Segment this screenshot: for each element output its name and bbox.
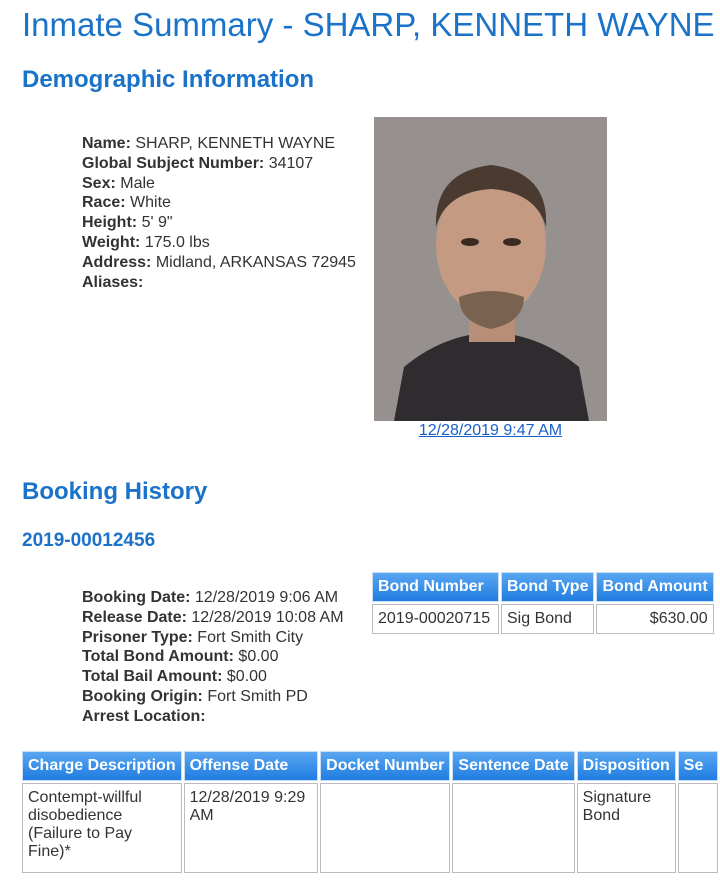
aliases-row: Aliases:	[82, 273, 144, 291]
offense-date-cell: 12/28/2019 9:29 AM	[184, 783, 319, 873]
page-title: Inmate Summary - SHARP, KENNETH WAYNE	[22, 6, 715, 43]
subject-number-row: Global Subject Number: 34107	[82, 154, 314, 172]
column-header-sentence-date: Sentence Date	[452, 751, 574, 781]
column-header-disposition: Disposition	[577, 751, 676, 781]
arrest-location-row: Arrest Location:	[82, 707, 206, 725]
booking-number: 2019-00012456	[22, 530, 156, 551]
person-silhouette-icon	[374, 117, 607, 421]
total-bail-row: Total Bail Amount: $0.00	[82, 668, 267, 686]
name-row: Name: SHARP, KENNETH WAYNE	[82, 135, 336, 152]
bond-type-cell: Sig Bond	[501, 604, 594, 634]
race-row: Race: White	[82, 194, 171, 212]
table-row	[372, 604, 714, 634]
demographic-info	[82, 134, 356, 292]
photo-timestamp-link[interactable]: 12/28/2019 9:47 AM	[418, 422, 563, 439]
weight-row: Weight: 175.0 lbs	[82, 233, 210, 251]
column-header-docket-number: Docket Number	[320, 751, 450, 781]
sentence-cell	[678, 783, 718, 873]
booking-history-heading: Booking History	[22, 478, 208, 505]
inmate-photo[interactable]	[374, 117, 607, 421]
column-header-bond-amount: Bond Amount	[596, 572, 713, 602]
column-header-bond-number: Bond Number	[372, 572, 499, 602]
booking-info	[82, 588, 344, 727]
column-header-sentence: Se	[678, 751, 718, 781]
table-row	[22, 783, 718, 873]
charges-table	[20, 749, 720, 875]
column-header-offense-date: Offense Date	[184, 751, 319, 781]
bond-table-header	[372, 572, 714, 602]
height-row: Height: 5' 9"	[82, 214, 173, 232]
total-bond-row: Total Bond Amount: $0.00	[82, 648, 279, 666]
bond-number-cell: 2019-00020715	[372, 604, 499, 634]
docket-number-cell	[320, 783, 450, 873]
demographic-heading: Demographic Information	[22, 66, 315, 93]
address-row: Address: Midland, ARKANSAS 72945	[82, 253, 356, 271]
prisoner-type-row: Prisoner Type: Fort Smith City	[82, 628, 304, 646]
charge-description-cell: Contempt-willful disobedience (Failure to Pay Fine)*	[22, 783, 182, 873]
column-header-charge-description: Charge Description	[22, 751, 182, 781]
release-date-row: Release Date: 12/28/2019 10:08 AM	[82, 608, 344, 626]
bond-amount-cell: $630.00	[596, 604, 713, 634]
sentence-date-cell	[452, 783, 574, 873]
booking-origin-row: Booking Origin: Fort Smith PD	[82, 687, 308, 705]
bond-table	[370, 570, 716, 636]
charges-table-header	[22, 751, 718, 781]
booking-date-row: Booking Date: 12/28/2019 9:06 AM	[82, 589, 339, 606]
sex-row: Sex: Male	[82, 174, 155, 192]
disposition-cell: Signature Bond	[577, 783, 676, 873]
column-header-bond-type: Bond Type	[501, 572, 594, 602]
